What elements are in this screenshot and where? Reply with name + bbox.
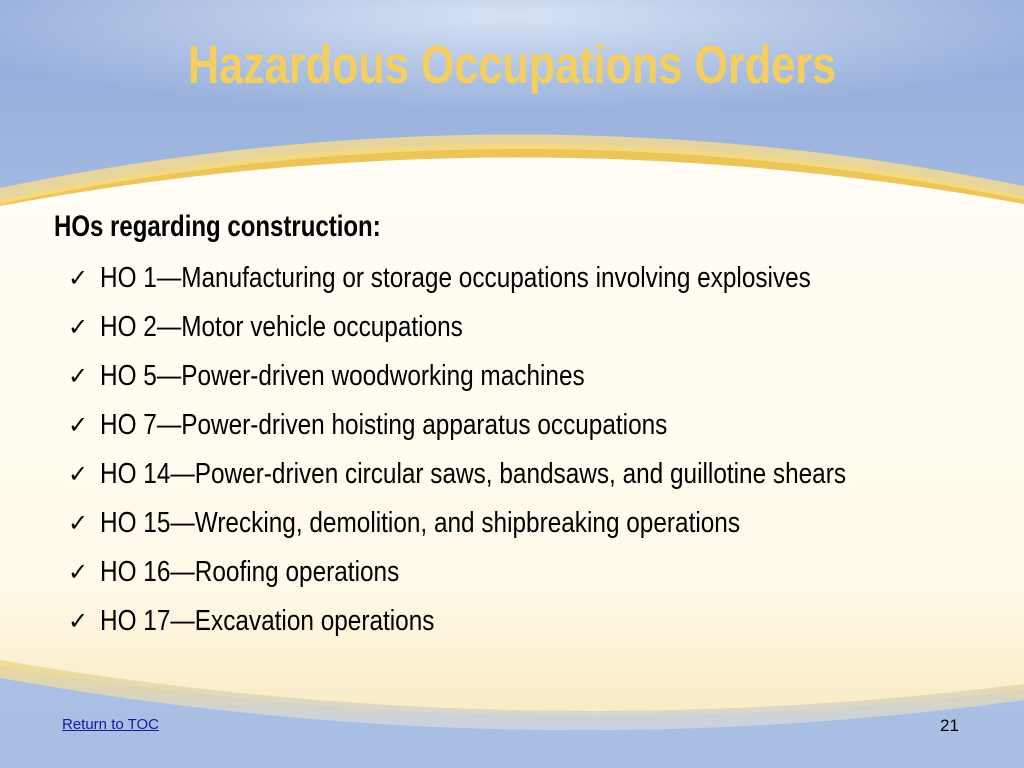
list-item-text: HO 5—Power-driven woodworking machines [100,360,585,392]
list-item-text: HO 17—Excavation operations [100,605,435,637]
checkmark-icon: ✓ [68,313,89,341]
return-to-toc-link[interactable]: Return to TOC [62,716,159,733]
checkmark-icon: ✓ [68,607,89,635]
list-item [54,307,1014,356]
list-item-text: HO 7—Power-driven hoisting apparatus occupations [100,409,668,441]
slide-title: Hazardous Occupations Orders [187,35,837,95]
checkmark-icon: ✓ [68,558,89,586]
checkmark-icon: ✓ [68,460,89,488]
list-heading: HOs regarding construction: [54,210,381,243]
list-item-text: HO 2—Motor vehicle occupations [100,311,463,343]
list-item [54,552,1014,601]
list-item-text: HO 1—Manufacturing or storage occupations involving explosives [100,262,811,294]
checkmark-icon: ✓ [68,264,89,292]
checklist [54,258,1014,650]
page-number: 21 [940,716,959,735]
list-item [54,454,1014,503]
list-item [54,258,1014,307]
checkmark-icon: ✓ [68,411,89,439]
list-item-text: HO 16—Roofing operations [100,556,400,588]
list-item [54,356,1014,405]
list-item [54,601,1014,650]
checkmark-icon: ✓ [68,509,89,537]
slide-content [54,210,1014,650]
list-item [54,405,1014,454]
list-item-text: HO 14—Power-driven circular saws, bandsaws, and guillotine shears [100,458,847,490]
checkmark-icon: ✓ [68,362,89,390]
list-item [54,503,1014,552]
list-item-text: HO 15—Wrecking, demolition, and shipbreaking operations [100,507,741,539]
